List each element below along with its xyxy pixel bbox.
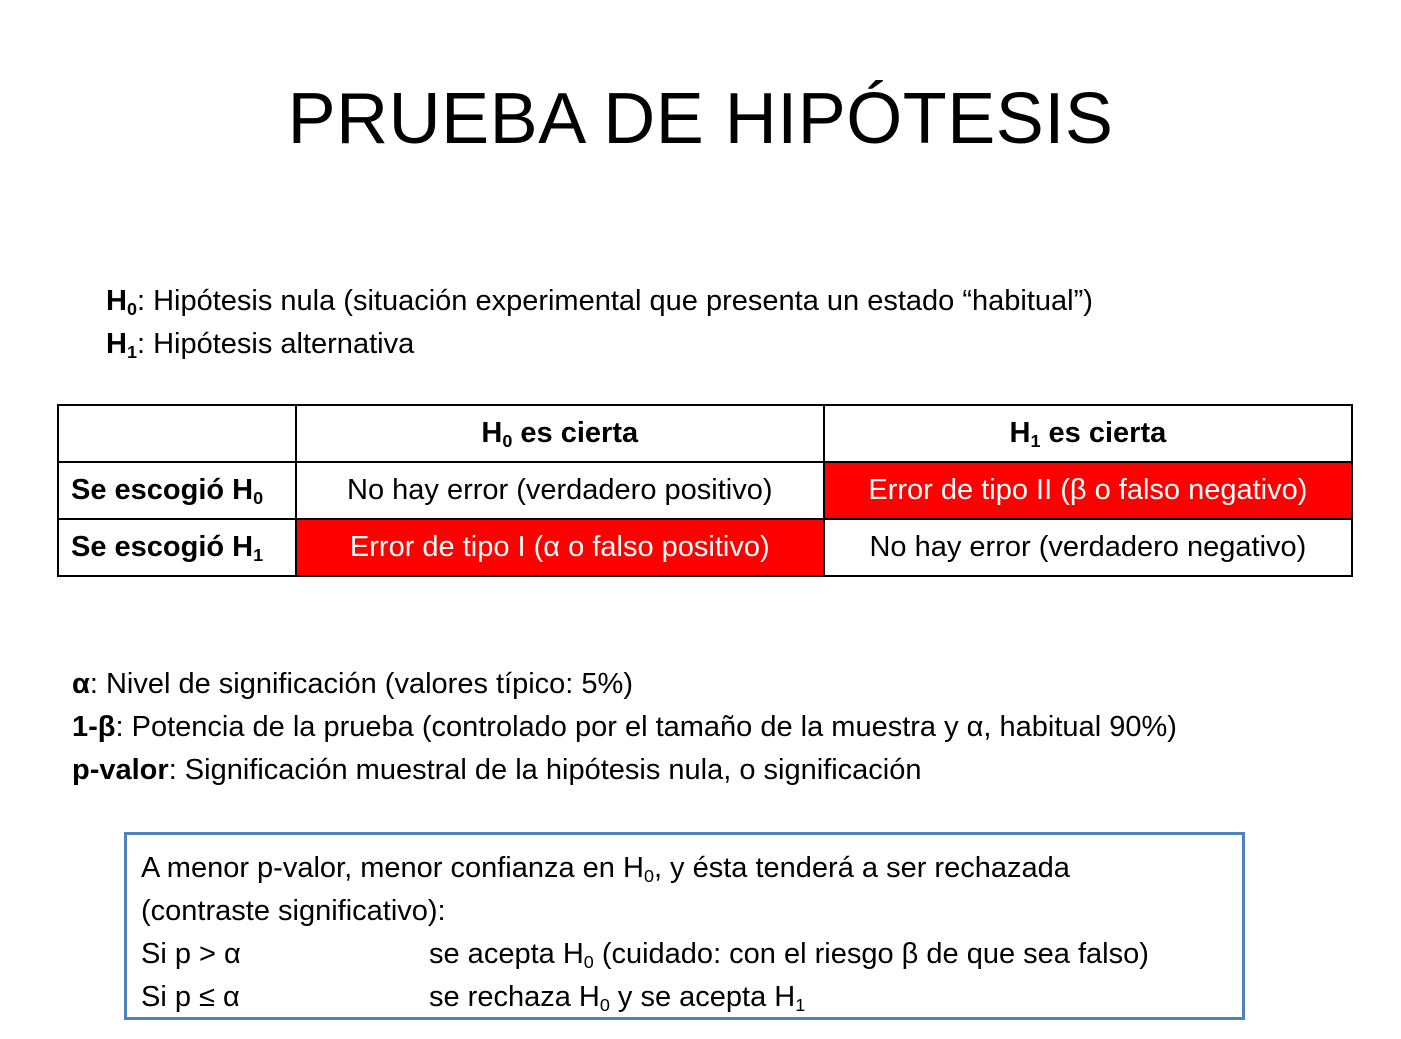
term-text: : Potencia de la prueba (controlado por el tamaño de la muestra y α, habitual 90%) xyxy=(115,711,1177,743)
p-value-definition xyxy=(72,749,1177,792)
term-text: : Nivel de significación (valores típico: 5%) xyxy=(89,668,633,700)
rule-reject: Si p ≤ α se rechaza $H_0$ y se acepta $H_1$ xyxy=(141,976,1228,1019)
term-label: α xyxy=(72,668,90,700)
term-label: p-valor xyxy=(72,754,169,786)
decision-rule-box xyxy=(124,832,1245,1020)
cell-type-i-error: Error de tipo I (α o falso positivo) xyxy=(296,519,824,576)
hypothesis-subscript: 0 xyxy=(126,299,137,320)
alpha-definition xyxy=(72,663,1177,706)
column-header-h1-true: $H_1$ es cierta xyxy=(824,405,1352,462)
rule-condition: Si p ≤ α xyxy=(141,981,240,1013)
note-line-1: A menor p-valor, menor confianza en $H_0$, y ésta tenderá a ser rechazada xyxy=(141,852,1070,887)
hypothesis-symbol: H xyxy=(106,285,127,317)
table-row xyxy=(58,519,1352,576)
alternative-hypothesis-definition xyxy=(106,323,1093,366)
table-corner-cell xyxy=(58,405,296,462)
note-line-2: (contraste significativo): xyxy=(141,895,446,927)
cell-type-ii-error: Error de tipo II (β o falso negativo) xyxy=(824,462,1352,519)
cell-true-positive: No hay error (verdadero positivo) xyxy=(296,462,824,519)
hypothesis-text: : Hipótesis nula (situación experimental que presenta un estado “habitual”) xyxy=(136,285,1093,317)
row-header-chose-h0: Se escogió $H_0$ xyxy=(58,462,296,519)
term-text: : Significación muestral de la hipótesis nula, o significación xyxy=(168,754,922,786)
hypothesis-subscript: 1 xyxy=(126,342,137,363)
hypothesis-text: : Hipótesis alternativa xyxy=(136,328,415,360)
slide-title: PRUEBA DE HIPÓTESIS xyxy=(287,79,1114,159)
table-header-row xyxy=(58,405,1352,462)
cell-true-negative: No hay error (verdadero negativo) xyxy=(824,519,1352,576)
row-header-chose-h1: Se escogió $H_1$ xyxy=(58,519,296,576)
null-hypothesis-definition xyxy=(106,280,1093,323)
rule-condition: Si p > α xyxy=(141,938,241,970)
hypotheses-definitions xyxy=(106,280,1093,366)
rule-accept: Si p > α se acepta $H_0$ (cuidado: con el riesgo β de que sea falso) xyxy=(141,933,1228,976)
column-header-h0-true: $H_0$ es cierta xyxy=(296,405,824,462)
table-row xyxy=(58,462,1352,519)
error-types-table xyxy=(57,404,1353,577)
hypothesis-symbol: H xyxy=(106,328,127,360)
terms-definitions xyxy=(72,663,1177,792)
term-label: 1-β xyxy=(72,711,116,743)
power-definition xyxy=(72,706,1177,749)
